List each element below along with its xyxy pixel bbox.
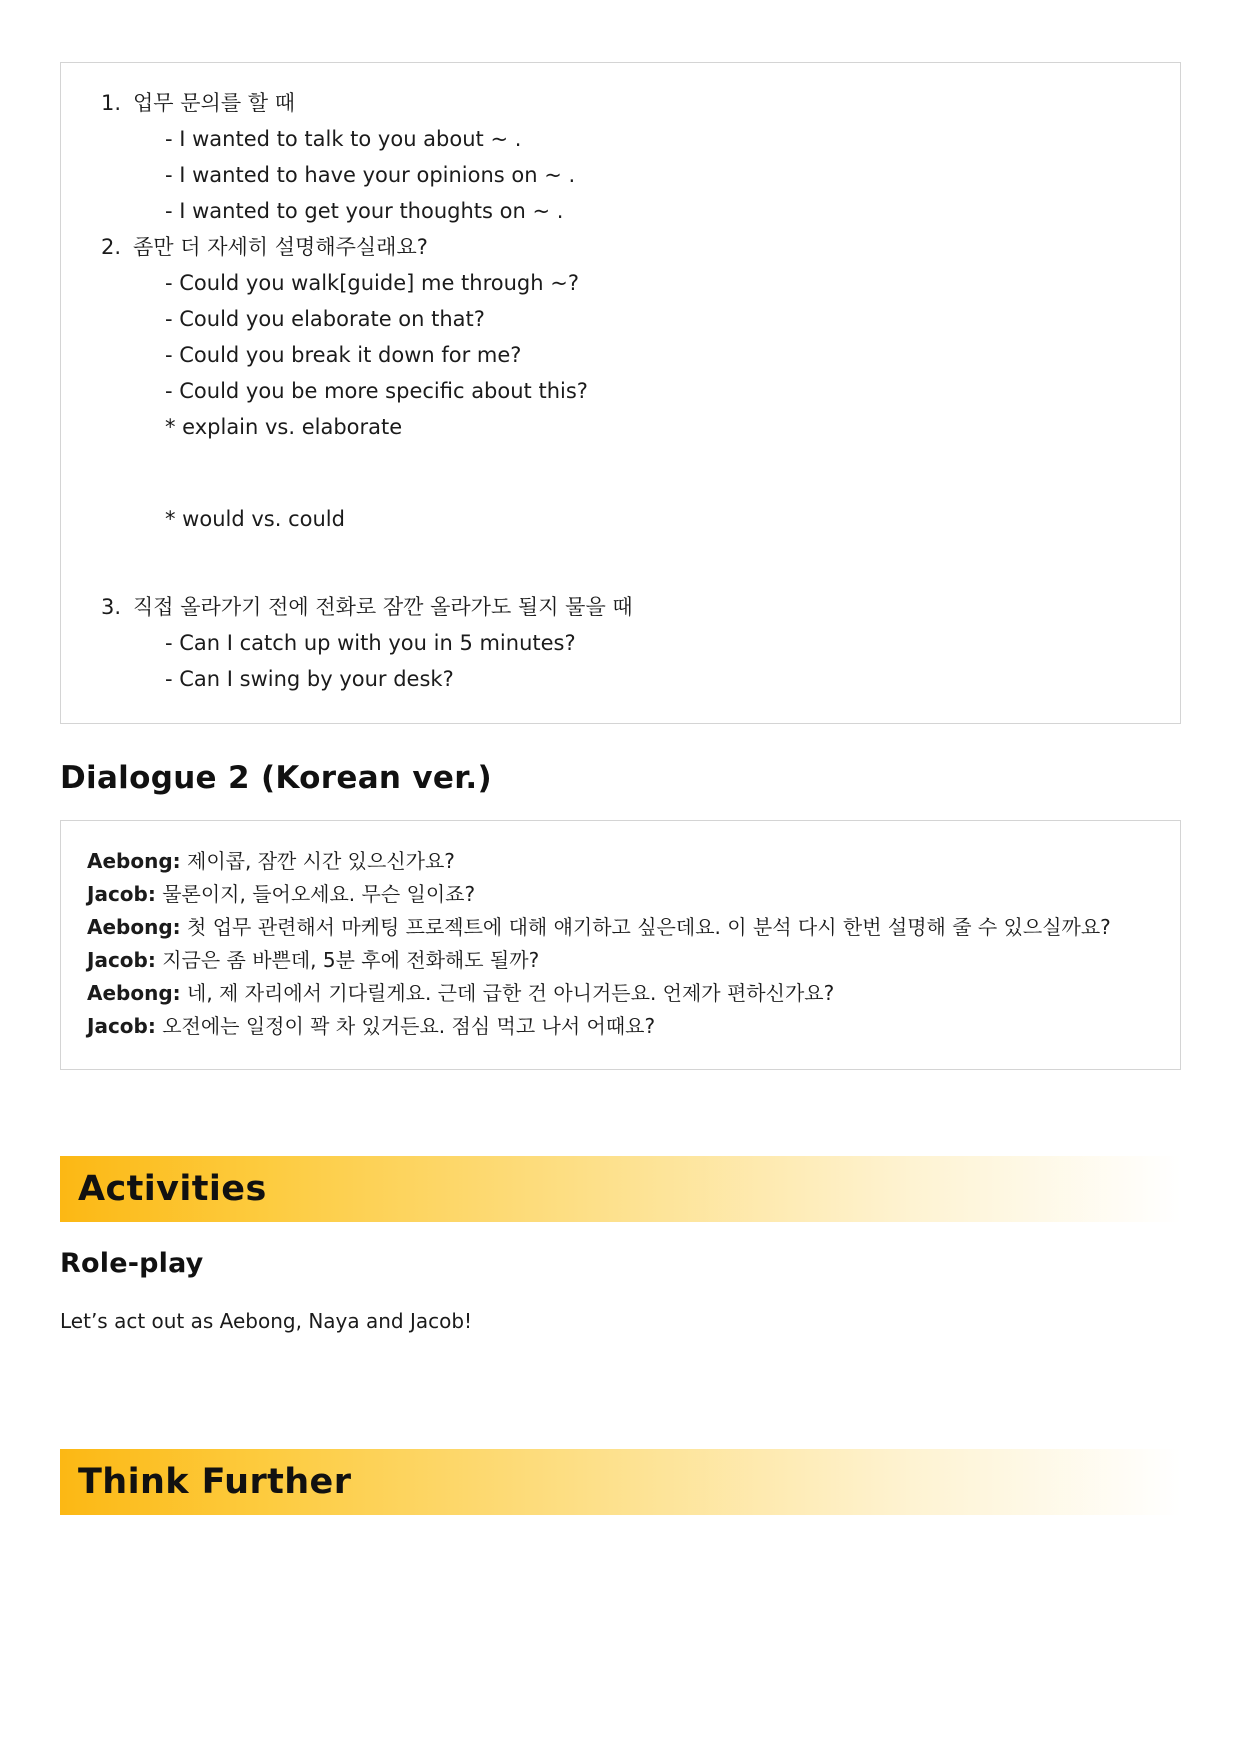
item-sublines — [133, 625, 1154, 697]
think-further-banner-wrap — [0, 1449, 1241, 1515]
think-further-banner-label: Think Further — [78, 1462, 352, 1502]
expression-item-3 — [87, 589, 1154, 697]
blank-space — [133, 537, 1154, 589]
item-sublines — [133, 265, 1154, 445]
subline: - Could you elaborate on that? — [165, 307, 485, 331]
subline: - I wanted to get your thoughts on ~ . — [165, 199, 564, 223]
subline: - I wanted to have your opinions on ~ . — [165, 163, 576, 187]
item-note-after — [133, 501, 1154, 537]
expression-item-2 — [87, 229, 1154, 589]
dialogue-text: 오전에는 일정이 꽉 차 있거든요. 점심 먹고 나서 어때요? — [155, 1014, 656, 1038]
dialogue-text: 지금은 좀 바쁜데, 5분 후에 전화해도 될까? — [155, 948, 540, 972]
expressions-list — [87, 85, 1154, 697]
item-title: 좀만 더 자세히 설명해주실래요? — [133, 235, 428, 259]
dialogue-speaker: Jacob: — [87, 1014, 156, 1038]
activities-content — [0, 1248, 1241, 1337]
dialogue-text: 제이콥, 잠깐 시간 있으신가요? — [180, 849, 455, 873]
dialogue-speaker: Jacob: — [87, 948, 156, 972]
item-number: 2. — [100, 235, 121, 259]
dialogue2-heading: Dialogue 2 (Korean ver.) — [60, 760, 492, 796]
dialogue2-panel — [60, 820, 1181, 1070]
subline: - Could you break it down for me? — [165, 343, 522, 367]
roleplay-heading: Role-play — [60, 1248, 204, 1279]
subline-note: * would vs. could — [165, 507, 345, 531]
dialogue-line — [87, 878, 1154, 911]
activities-banner-label: Activities — [78, 1169, 267, 1209]
dialogue-speaker: Aebong: — [87, 849, 181, 873]
item-sublines — [133, 121, 1154, 229]
item-number: 3. — [100, 595, 121, 619]
blank-space — [133, 445, 1154, 501]
dialogue-line — [87, 1010, 1154, 1043]
expression-item-1 — [87, 85, 1154, 229]
subline: - Could you be more specific about this? — [165, 379, 588, 403]
roleplay-text: Let’s act out as Aebong, Naya and Jacob! — [60, 1309, 473, 1333]
item-title: 직접 올라가기 전에 전화로 잠깐 올라가도 될지 물을 때 — [133, 595, 633, 619]
activities-banner — [60, 1156, 1181, 1222]
dialogue-text: 네, 제 자리에서 기다릴게요. 근데 급한 건 아니거든요. 언제가 편하신가요? — [180, 981, 835, 1005]
subline: - Can I catch up with you in 5 minutes? — [165, 631, 576, 655]
subline: - Can I swing by your desk? — [165, 667, 454, 691]
dialogue-speaker: Aebong: — [87, 981, 181, 1005]
subline: - I wanted to talk to you about ~ . — [165, 127, 522, 151]
dialogue-line — [87, 911, 1154, 944]
dialogue-text: 첫 업무 관련해서 마케팅 프로젝트에 대해 얘기하고 싶은데요. 이 분석 다시 한번 설명해 줄 수 있으실까요? — [180, 915, 1111, 939]
section-gap — [0, 1337, 1241, 1449]
think-further-banner — [60, 1449, 1181, 1515]
section-gap — [0, 1070, 1241, 1156]
dialogue-line — [87, 845, 1154, 878]
bottom-gap — [0, 1515, 1241, 1575]
dialogue-line — [87, 977, 1154, 1010]
dialogue-text: 물론이지, 들어오세요. 무슨 일이죠? — [155, 882, 476, 906]
expressions-panel — [60, 62, 1181, 724]
dialogue-speaker: Jacob: — [87, 882, 156, 906]
dialogue-line — [87, 944, 1154, 977]
subline: - Could you walk[guide] me through ~? — [165, 271, 579, 295]
subline-note: * explain vs. elaborate — [165, 415, 403, 439]
dialogue-speaker: Aebong: — [87, 915, 181, 939]
item-title: 업무 문의를 할 때 — [133, 91, 296, 115]
item-number: 1. — [100, 91, 121, 115]
activities-banner-wrap — [0, 1156, 1241, 1222]
